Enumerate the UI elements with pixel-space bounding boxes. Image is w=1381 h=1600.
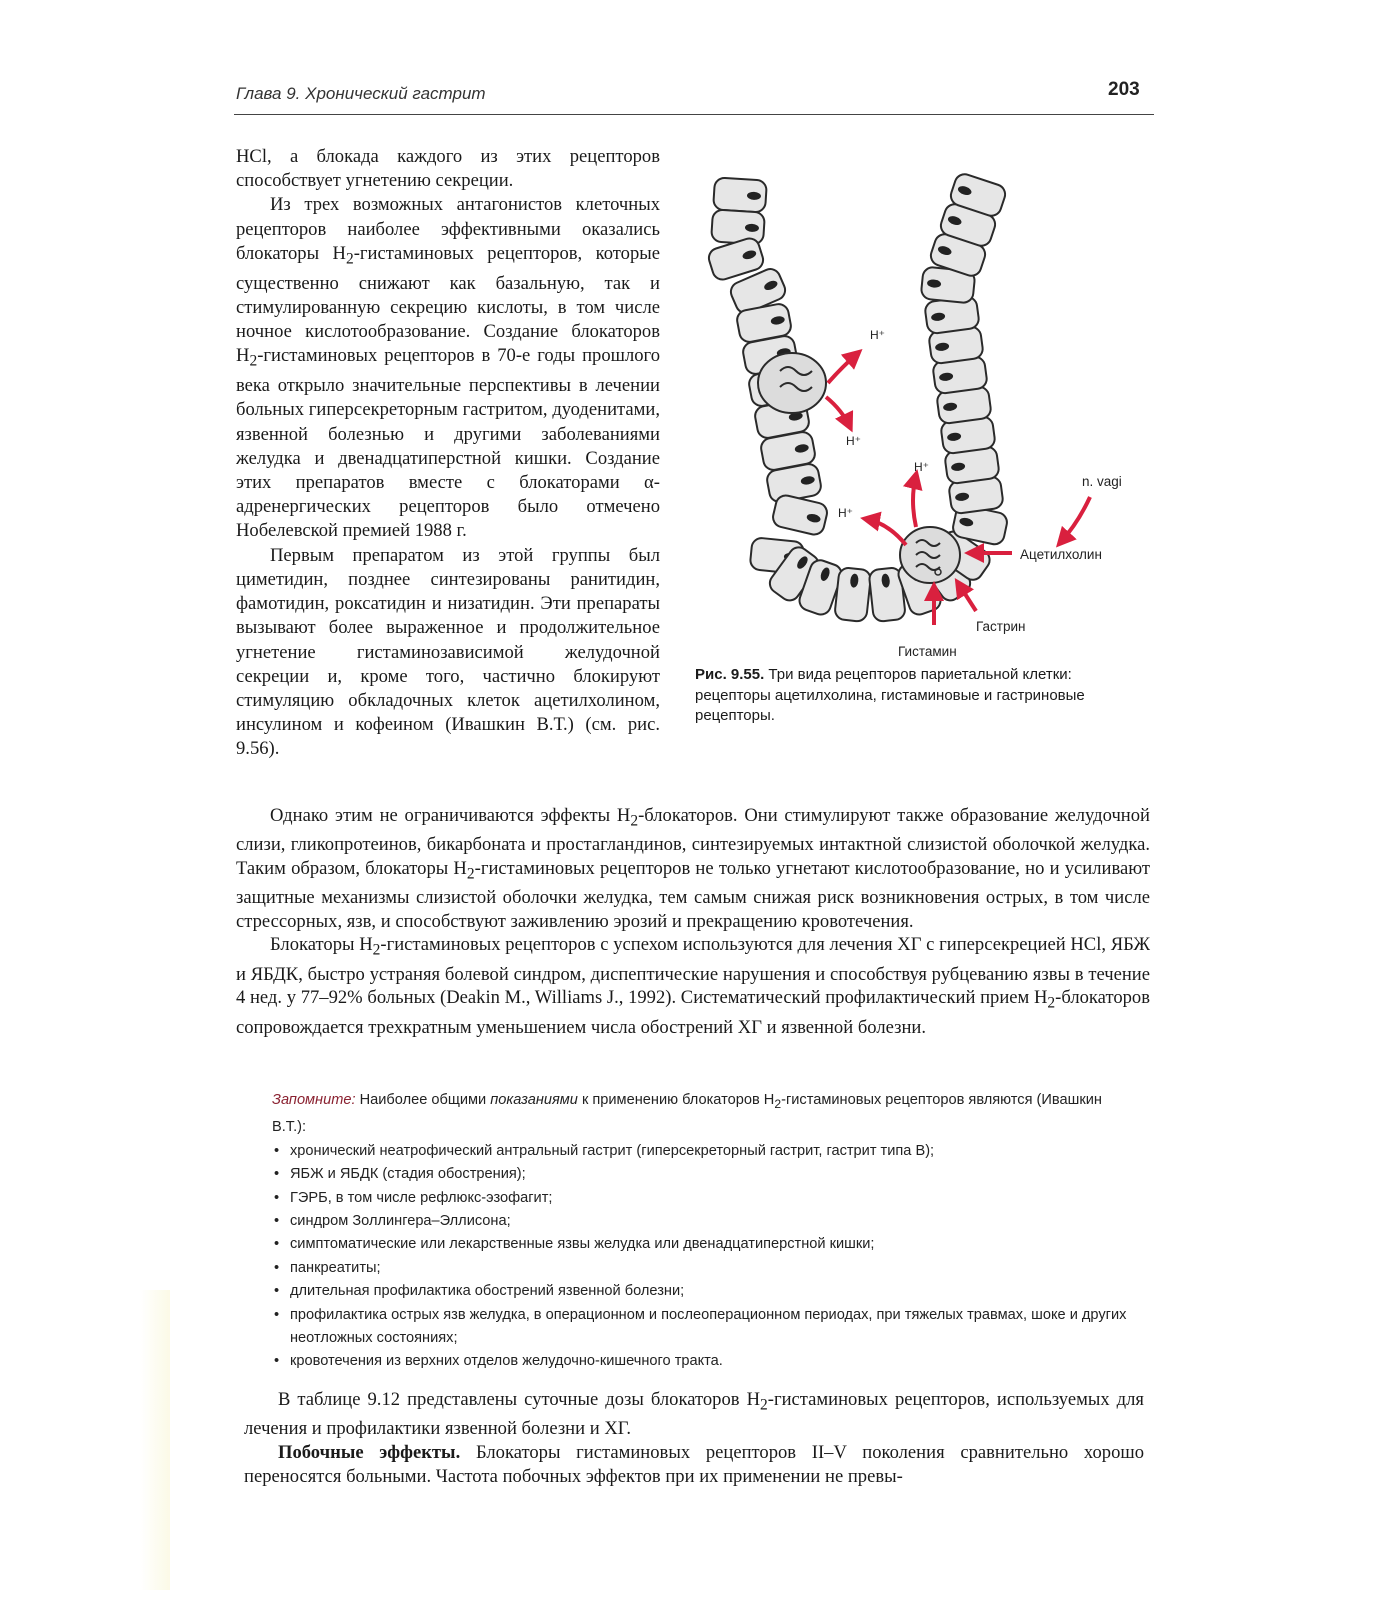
list-item: • профилактика острых язв желудка, в операционном и послеоперационном периодах, при тяжелых травмах, шоке и других неотложных состояниях;: [272, 1304, 1132, 1351]
list-item: • панкреатиты;: [272, 1257, 1132, 1280]
n-vagi-arrow: [1060, 497, 1090, 543]
remember-heading: Запомните:: [272, 1092, 356, 1108]
paragraph: [236, 544, 660, 762]
h-arrow-lower-1: [866, 519, 906, 545]
parietal-cell: [900, 527, 960, 583]
text-span: Блокаторы гистаминовых рецепторов II–V поколения сравнительно хорошо переносятся больными. Частота побочных эффектов при их применении не превы-: [244, 1441, 1144, 1487]
page-number: 203: [1108, 79, 1140, 100]
paragraph: [236, 193, 660, 543]
text-span: -блокаторов. Они стимулируют также образование желудочной слизи, гликопротеинов, бикарбоната и простагландинов, синтезируемых интактной слизистой оболочкой желудка. Таким образом, блокаторы H: [236, 805, 1150, 879]
text-span: -гистаминовых рецепторов, которые существенно снижают как базальную, так и стимулированную секрецию кислоты, в том числе ночное кислотообразование. Создание блокаторов H: [236, 242, 660, 367]
list-item: • хронический неатрофический антральный гастрит (гиперсекреторный гастрит, гастрит типа В);: [272, 1140, 1132, 1163]
gastrin-label: Гастрин: [976, 619, 1026, 634]
remember-box: [272, 1089, 1132, 1374]
page-margin-tint: [140, 1290, 170, 1590]
subscript: 2: [760, 1396, 768, 1414]
remember-intro: [272, 1089, 1132, 1140]
text-span: -гистаминовых рецепторов не только угнетают кислотообразование, но и усиливают защитные механизмы слизистой оболочки желудка, тем самым снижая риск возникновения острых, в том числе стрессорных, язв, и способствуют заживлению эрозий и прекращению кровотечения.: [236, 857, 1151, 932]
paragraph: [244, 1441, 1144, 1488]
full-width-text: [236, 804, 1150, 1039]
paragraph: [236, 145, 660, 193]
paragraph: [244, 1388, 1144, 1441]
text-span: -блокаторов сопровождается трехкратным уменьшением числа обострений ХГ и язвенной болезни.: [236, 987, 1150, 1038]
h-arrow-lower-2: [913, 475, 916, 527]
list-item: • кровотечения из верхних отделов желудочно-кишечного тракта.: [272, 1350, 1132, 1373]
list-item: • длительная профилактика обострений язвенной болезни;: [272, 1280, 1132, 1303]
caption-text: Три вида рецепторов париетальной клетки: рецепторы ацетилхолина, гистаминовые и гастриновые рецепторы.: [695, 666, 1085, 724]
paragraph: [236, 933, 1150, 1039]
h-arrow-upper-2: [826, 397, 850, 427]
h-ion-label-2: H⁺: [846, 434, 861, 448]
text-span: -гистаминовых рецепторов в 70-е годы прошлого века открыло значительные перспективы в лечении больных гиперсекреторным гастритом, дуоденитами, язвенной болезнью и другими заболеваниями желудка и двенадцатиперстной кишки. Создание этих препаратов вместе с блокаторами α-адренергических рецепторов было отмечено Нобелевской премией 1988 г.: [236, 345, 660, 542]
epithelial-cell: [834, 567, 871, 622]
caption-number: Рис. 9.55.: [695, 666, 765, 683]
emphasis: показаниями: [490, 1092, 578, 1108]
subscript: 2: [630, 812, 639, 830]
running-header-chapter: Глава 9. Хронический гастрит: [236, 84, 486, 103]
h-ion-label-4: H⁺: [838, 506, 853, 520]
epithelial-cell: [771, 493, 829, 536]
subscript: 2: [372, 942, 381, 960]
h-ion-label-3: H⁺: [914, 460, 929, 474]
text-span: В таблице 9.12 представлены суточные дозы блокаторов H: [278, 1389, 760, 1410]
subscript: 2: [1047, 995, 1056, 1013]
text-span: -гистаминовых рецепторов, используемых для лечения и профилактики язвенной болезни и ХГ.: [244, 1389, 1144, 1440]
figure-caption: [695, 665, 1135, 727]
n-vagi-label: n. vagi: [1082, 474, 1122, 489]
list-item: • ЯБЖ и ЯБДК (стадия обострения);: [272, 1163, 1132, 1186]
text-span: Из трех возможных антагонистов клеточных рецепторов наиболее эффективными оказались блокаторы H: [236, 194, 660, 264]
subscript: 2: [466, 865, 475, 883]
text-span: HCl, а блокада каждого из этих рецепторов способствует угнетению секреции.: [236, 146, 660, 192]
epithelial-cell: [711, 209, 765, 244]
acetylcholine-label: Ацетилхолин: [1020, 547, 1102, 562]
list-item: • ГЭРБ, в том числе рефлюкс-эзофагит;: [272, 1187, 1132, 1210]
text-span: к применению блокаторов H: [577, 1092, 775, 1108]
epithelium-cells: [706, 172, 1008, 623]
bottom-text: [244, 1388, 1144, 1488]
indications-list: [272, 1140, 1132, 1374]
list-item: • симптоматические или лекарственные язвы желудка или двенадцатиперстной кишки;: [272, 1233, 1132, 1256]
text-span: Наиболее общими: [355, 1092, 491, 1108]
subscript: 2: [345, 250, 354, 268]
h-ion-label-1: H⁺: [870, 328, 885, 342]
histamine-label: Гистамин: [898, 644, 957, 659]
text-span: -гистаминовых рецепторов с успехом используются для лечения ХГ с гиперсекрецией HCl, ЯБЖ и ЯБДК, быстро устраняя болевой синдром, диспептические нарушения и способствуя рубцеванию язвы в течение 4 нед. у 77–92% больных (Deakin M., Williams J., 1992). Систематический профилактический прием H: [236, 934, 1150, 1009]
text-span: Первым препаратом из этой группы был циметидин, позднее синтезированы ранитидин, фамотидин, роксатидин и низатидин. Эти препараты вызывают более выраженное и продолжительное угнетение гистаминозависимой желудочной секреции и, кроме того, частично блокируют стимуляцию обкладочных клеток ацетилхолином, инсулином и кофеином (Ивашкин В.Т.) (см. рис. 9.56).: [236, 544, 660, 760]
side-effects-heading: Побочные эффекты.: [278, 1441, 461, 1463]
epithelial-cell: [713, 177, 767, 212]
parietal-cell-receptors-figure: [680, 125, 1150, 665]
subscript: 2: [249, 353, 258, 371]
h-arrow-upper-1: [828, 353, 858, 383]
text-span: Однако этим не ограничиваются эффекты H: [270, 805, 631, 826]
left-column-text: [236, 145, 660, 762]
paragraph: [236, 804, 1150, 933]
text-span: -гистаминовых рецепторов являются (Ивашкин В.Т.):: [272, 1092, 1102, 1136]
upper-parietal-cell: [758, 353, 826, 413]
text-span: Блокаторы H: [270, 934, 373, 956]
subscript: 2: [774, 1096, 782, 1111]
list-item: • синдром Золлингера–Эллисона;: [272, 1210, 1132, 1233]
header-rule: [234, 114, 1154, 115]
